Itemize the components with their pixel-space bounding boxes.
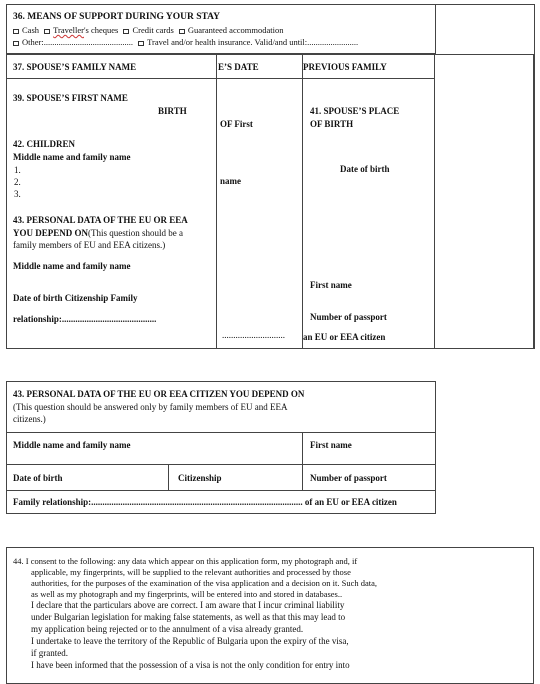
field-43-label-line2 bbox=[13, 228, 216, 239]
s43-citizenship-label: Citizenship bbox=[178, 473, 222, 483]
s43-family-rel-tail: of an EU or EEA citizen bbox=[304, 497, 397, 507]
s36-title: 36. MEANS OF SUPPORT DURING YOUR STAY bbox=[13, 12, 221, 22]
children-date-of-birth: Date of birth bbox=[340, 164, 390, 174]
grid-col-1 bbox=[216, 54, 217, 349]
s43-first-name-label: First name bbox=[310, 440, 352, 450]
child-2: 2. bbox=[14, 177, 21, 187]
s44-line-2: authorities, for the purposes of the examination of the visa application and a decision on it. Such data, bbox=[31, 578, 378, 588]
guaranteed-label: Guaranteed accommodation bbox=[187, 25, 284, 35]
field-41-label-line2: OF BIRTH bbox=[310, 119, 354, 129]
credit-cards-checkbox[interactable] bbox=[123, 29, 129, 34]
s36-options-row1 bbox=[13, 25, 283, 36]
top-dob-cit-fam-label: Date of birth Citizenship Family bbox=[13, 293, 138, 303]
s43-row-3 bbox=[6, 490, 436, 491]
field-42-label: 42. CHILDREN bbox=[13, 139, 76, 149]
child-1: 1. bbox=[14, 165, 21, 175]
field-43-label-line1: 43. PERSONAL DATA OF THE EU OR EEA bbox=[13, 215, 188, 225]
guaranteed-accommodation-checkbox[interactable] bbox=[179, 29, 185, 34]
top-relationship-label: relationship:.......................................... bbox=[13, 314, 157, 324]
travel-insurance-checkbox[interactable] bbox=[138, 41, 144, 46]
s44-line-3: as well as my photograph and my fingerprints, will be entered into and stored in databases.. bbox=[31, 589, 343, 599]
s43-row-1 bbox=[6, 432, 436, 433]
s44-line-9: I have been informed that the possession of a visa is not the only condition for entry into bbox=[31, 660, 350, 670]
s44-line-0: 44. I consent to the following: any data which appear on this application form, my photograph and, if bbox=[13, 556, 358, 566]
s43-family-relationship-label bbox=[13, 497, 397, 508]
s44-line-7: I undertake to leave the territory of the Republic of Bulgaria upon the expiry of the visa, bbox=[31, 636, 349, 646]
travellers-label-b: 's cheques bbox=[83, 25, 119, 35]
field-43-note: (This question should be a bbox=[88, 228, 184, 238]
top-right-line bbox=[436, 4, 534, 5]
s44-line-5: under Bulgarian legislation for making false statements, as well as that this may lead to bbox=[31, 612, 346, 622]
field-37-label: 37. SPOUSE’S FAMILY NAME bbox=[13, 62, 137, 72]
top-an-eu-label: an EU or EEA citizen bbox=[303, 332, 386, 342]
s43-middle-family-label: Middle name and family name bbox=[13, 440, 131, 450]
credit-cards-label: Credit cards bbox=[132, 25, 174, 35]
top-middle-family-label: Middle name and family name bbox=[13, 261, 131, 271]
of-first-fragment: OF First bbox=[220, 119, 253, 129]
right-edge-line bbox=[534, 4, 535, 349]
grid-row-1 bbox=[6, 78, 434, 79]
s43-family-rel-dots: Family relationship:.............................................................................................. bbox=[13, 497, 303, 507]
s43-note-line1: (This question should be answered only by family members of EU and EEA bbox=[13, 402, 288, 412]
cash-checkbox[interactable] bbox=[13, 29, 19, 34]
s44-line-4: I declare that the particulars above are correct. I am aware that I incur criminal liability bbox=[31, 600, 345, 610]
top-number-passport-label: Number of passport bbox=[310, 312, 387, 322]
s43-dob-label: Date of birth bbox=[13, 473, 63, 483]
other-checkbox[interactable] bbox=[13, 41, 19, 46]
grid-col-2 bbox=[302, 54, 303, 349]
field-43-depend-on: YOU DEPEND ON bbox=[13, 228, 89, 238]
field-38-fragment: E’S DATE bbox=[218, 62, 259, 72]
s43-col-cit bbox=[168, 464, 169, 490]
field-41-label-line1: 41. SPOUSE’S PLACE bbox=[310, 106, 400, 116]
field-40-fragment: PREVIOUS FAMILY bbox=[303, 62, 387, 72]
s43-col-first bbox=[302, 432, 303, 490]
top-first-name-label: First name bbox=[310, 280, 352, 290]
travellers-label-a: Traveller bbox=[53, 25, 84, 35]
travellers-cheques-checkbox[interactable] bbox=[44, 29, 50, 34]
s36-options-row2 bbox=[13, 37, 358, 48]
grid-col-3 bbox=[434, 54, 435, 349]
s43-note-line2: citizens.) bbox=[13, 414, 46, 424]
s44-line-6: my application being rejected or to the annulment of a visa already granted. bbox=[31, 624, 304, 634]
child-3: 3. bbox=[14, 189, 21, 199]
birth-fragment: BIRTH bbox=[158, 106, 187, 116]
s44-line-1: applicable, my fingerprints, will be supplied to the relevant authorities and processed by those bbox=[31, 567, 351, 577]
name-fragment: name bbox=[220, 176, 241, 186]
field-43-label-line3: family members of EU and EEA citizens.) bbox=[13, 240, 166, 250]
s43-row-2 bbox=[6, 464, 436, 465]
field-42-sublabel: Middle name and family name bbox=[13, 152, 131, 162]
top-dots-mid: ............................ bbox=[222, 330, 285, 340]
s43-passport-label: Number of passport bbox=[310, 473, 387, 483]
field-39-label: 39. SPOUSE’S FIRST NAME bbox=[13, 93, 128, 103]
travel-insurance-label: Travel and/or health insurance. Valid/and until:........................ bbox=[147, 37, 359, 47]
other-label: Other:.......................................... bbox=[22, 37, 133, 47]
s44-line-8: if granted. bbox=[31, 648, 68, 658]
s43-title: 43. PERSONAL DATA OF THE EU OR EEA CITIZEN YOU DEPEND ON bbox=[13, 389, 305, 399]
cash-label: Cash bbox=[22, 25, 39, 35]
